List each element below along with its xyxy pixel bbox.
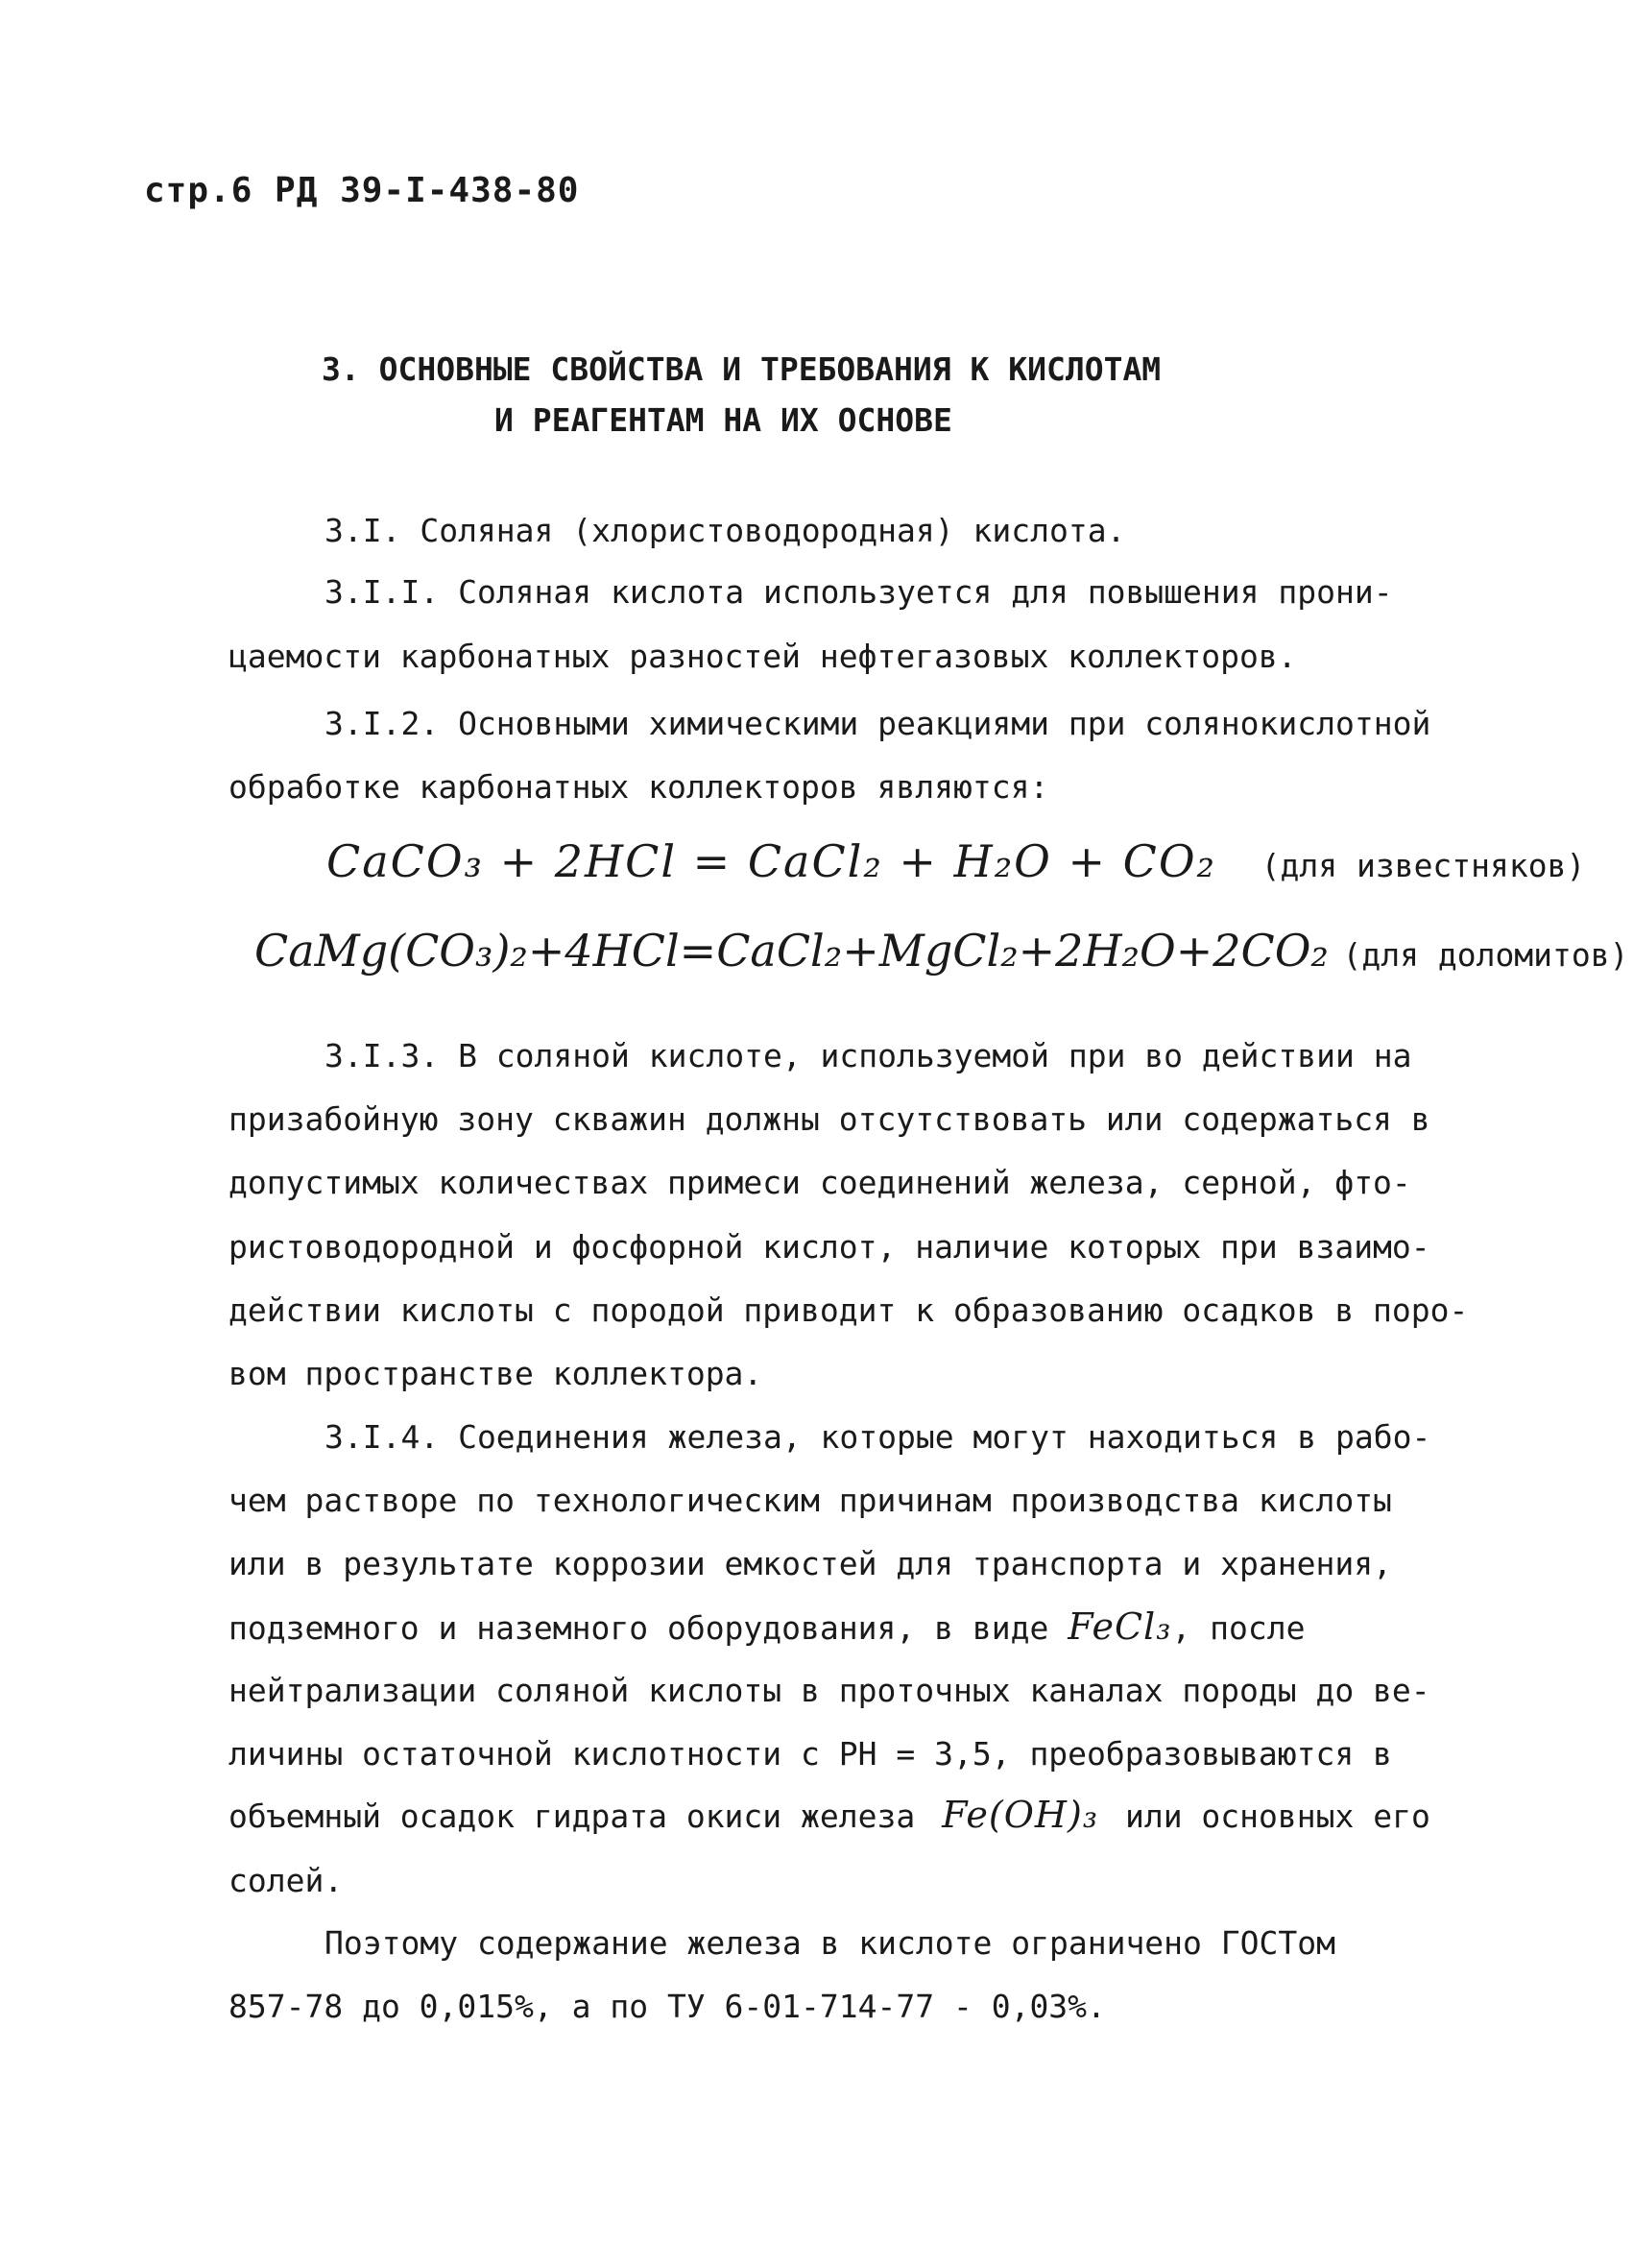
formula-limestone-text: CaCO₃ + 2HCl = CaCl₂ + H₂O + CO₂	[326, 835, 1216, 887]
para-3-1-3-line: призабойную зону скважин должны отсутствовать или содержаться в	[228, 1100, 1430, 1138]
formula-dolomite	[254, 925, 1629, 977]
para-3-1-3-line: действии кислоты с породой приводит к образованию осадков в поро-	[228, 1291, 1469, 1329]
para-final-line: Поэтому содержание железа в кислоте ограничено ГОСТом	[324, 1924, 1335, 1962]
para-3-1-4-line: личины остаточной кислотности с РН = 3,5, преобразовываются в	[228, 1735, 1392, 1773]
section-title-line1: 3. ОСНОВНЫЕ СВОЙСТВА И ТРЕБОВАНИЯ К КИСЛОТАМ	[322, 350, 1162, 388]
para-3-1-3-line: 3.I.3. В соляной кислоте, используемой при во действии на	[324, 1037, 1412, 1074]
para-3-1-4-line: чем растворе по технологическим причинам производства кислоты	[228, 1482, 1392, 1519]
subsection-heading: 3.I. Соляная (хлористоводородная) кислота.	[324, 512, 1126, 549]
page-header: стр.6 РД 39-I-438-80	[144, 171, 580, 210]
para-3-1-2-line: обработке карбонатных коллекторов являются:	[228, 768, 1049, 806]
inline-formula-fecl3: FeCl₃	[1068, 1605, 1172, 1648]
para-3-1-3-line: ристоводородной и фосфорной кислот, наличие которых при взаимо-	[228, 1228, 1430, 1266]
para-final-line: 857-78 до 0,015%, а по ТУ 6-01-714-77 - 0,03%.	[228, 1988, 1106, 2025]
para-3-1-4-line	[228, 1605, 1306, 1648]
formula-dolomite-note: (для доломитов)	[1342, 936, 1629, 974]
para-3-1-4-line7-text: объемный осадок гидрата окиси железа	[228, 1798, 916, 1835]
para-3-1-3-line: вом пространстве коллектора.	[228, 1355, 763, 1392]
para-3-1-4-line7-tail: или основных его	[1124, 1798, 1430, 1835]
para-3-1-4-line4-text: подземного и наземного оборудования, в виде	[228, 1609, 1049, 1647]
para-3-1-3-line: допустимых количествах примеси соединений железа, серной, фто-	[228, 1164, 1411, 1201]
formula-limestone-note: (для известняков)	[1261, 847, 1586, 884]
para-3-1-4-line: или в результате коррозии емкостей для транспорта и хранения,	[228, 1545, 1392, 1582]
para-3-1-4-line: 3.I.4. Соединения железа, которые могут находиться в рабо-	[324, 1418, 1431, 1456]
inline-formula-feoh3: Fe(OH)₃	[942, 1794, 1099, 1836]
formula-limestone	[326, 835, 1585, 887]
para-3-1-1-line: 3.I.I. Соляная кислота используется для повышения прони-	[324, 573, 1393, 611]
para-3-1-4-line: нейтрализации соляной кислоты в проточных каналах породы до ве-	[228, 1672, 1430, 1709]
section-title-line2: И РЕАГЕНТАМ НА ИХ ОСНОВЕ	[494, 401, 952, 439]
para-3-1-4-line	[228, 1794, 1430, 1836]
para-3-1-4-line4-tail: , после	[1171, 1609, 1306, 1647]
para-3-1-1-line: цаемости карбонатных разностей нефтегазовых коллекторов.	[228, 638, 1297, 675]
para-3-1-4-line: солей.	[228, 1862, 344, 1899]
para-3-1-2-line: 3.I.2. Основными химическими реакциями при солянокислотной	[324, 705, 1431, 742]
formula-dolomite-text: CaMg(CO₃)₂+4HCl=CaCl₂+MgCl₂+2H₂O+2CO₂	[254, 925, 1329, 977]
